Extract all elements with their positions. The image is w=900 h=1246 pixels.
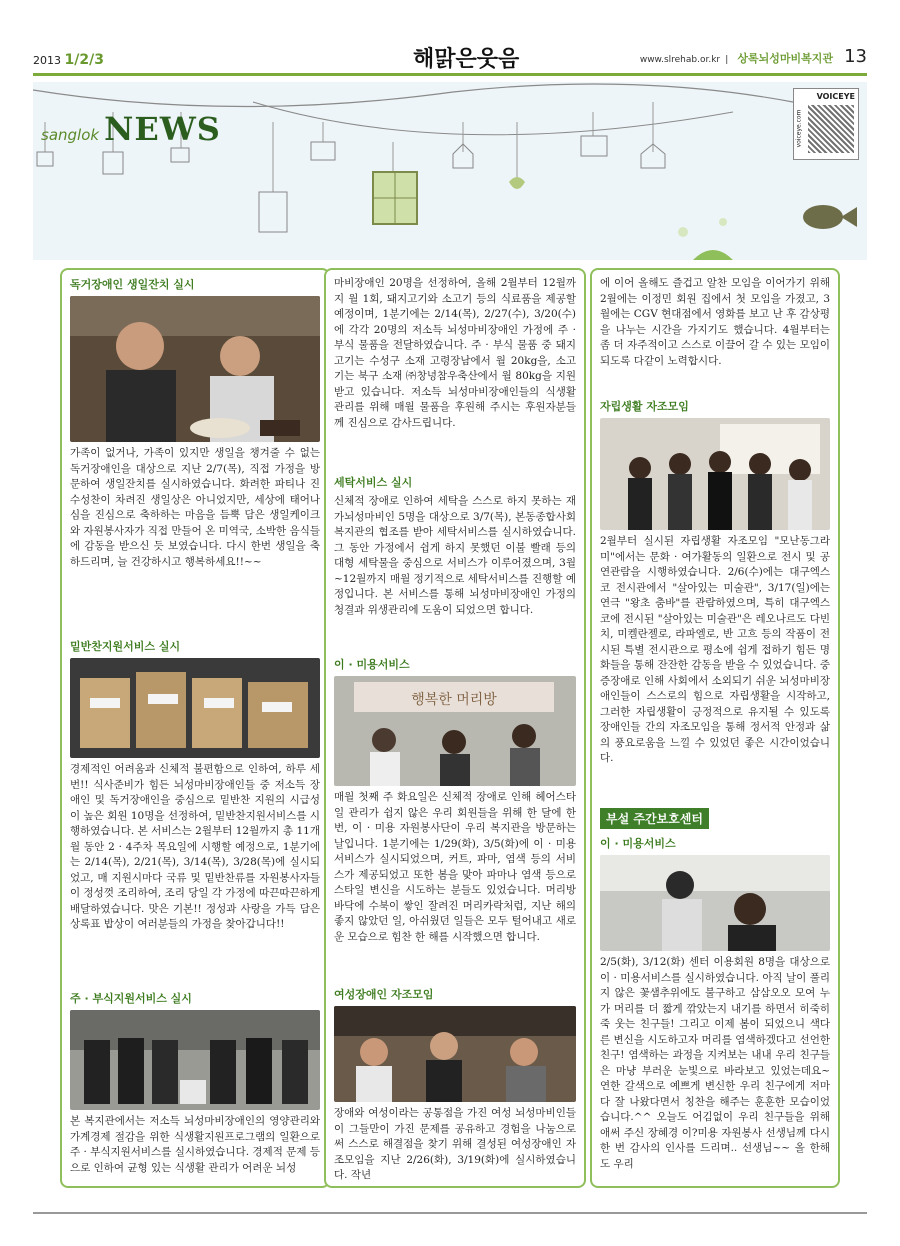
page-header bbox=[33, 40, 867, 72]
website-link[interactable]: www.slrehab.or.kr bbox=[639, 55, 721, 65]
photo-image-icon bbox=[600, 418, 830, 530]
article-independent bbox=[600, 398, 830, 767]
beauty-photo bbox=[334, 676, 576, 786]
article-body: 경제적인 어려움과 신체적 불편함으로 인하여, 하루 세 번!! 식사준비가 힘든 뇌성마비장애인들 중 저소득 장애인 및 독거장애인을 중심으로 밑반찬 지원의 시급성이 높은 회원 10명을 선정하여, 밑반찬지원서비스를 시행하였습니다. 본 서비스는 2월부터 12월까지 총 11개월 동안 2 · 4주차 목요일에 시행할 예정으로, 1분기에는 2/14(목), 2/21(목), 3/14(목), 3/28(목)에 실시되었고, 매 지원시마다 국류 및 밑반찬류를 자원봉사자들이 정성껏 조리하여, 조리 당일 각 가정에 따끈따끈하게 배달하였습니다. 맛은 기본!! 정성과 사랑을 가득 담은 상록표 밥상이 여러분들의 가정을 찾아갑니다!! bbox=[70, 763, 320, 930]
article-daycare bbox=[600, 808, 830, 1172]
page-number: 13 bbox=[844, 46, 867, 67]
column-right bbox=[590, 268, 840, 1188]
birthday-photo bbox=[70, 296, 320, 442]
issue-year: 2013 bbox=[33, 54, 61, 67]
article-body: 2월부터 실시된 자립생활 자조모임 "모난동그라미"에서는 문화 · 여가활동의 일환으로 전시 및 공연관람을 시행하였습니다. 2/6(수)에는 대구엑스코 전시관에서 "살아있는 미술관", 3/17(일)에는 연극 "왕초 춤바"를 관람하였으며, 특히 대구엑스코에 전시된 "살아있는 미술관"은 레오나르도 다빈치, 미켈란젤로, 라파엘로, 반 고흐 등의 작품이 전시된 특별 전시관으로 평소에 쉽게 접하기 힘든 명화들을 통해 잔잔한 감동을 받을 수 있었습니다. 중증장애로 인해 사회에서 소외되기 쉬운 뇌성마비장애인들이 스스로의 힘으로 자립생활을 시작하고, 그러한 자립생활이 긍정적으로 유지될 수 있도록 장애인들 간의 자조모임을 통해 정서적 안정과 삶의 풍요로움을 느낄 수 있었던 좋은 시간이었습니다. bbox=[600, 535, 830, 764]
photo-image-icon bbox=[70, 1010, 320, 1110]
barcode-icon bbox=[808, 105, 854, 153]
article-title: 여성장애인 자조모임 bbox=[334, 988, 434, 1001]
article-title: 밑반찬지원서비스 실시 bbox=[70, 640, 181, 653]
article-food-support-cont bbox=[334, 276, 576, 431]
issue-date bbox=[33, 52, 104, 68]
section-box-title: 부설 주간보호센터 bbox=[600, 808, 709, 829]
news-banner bbox=[33, 82, 867, 260]
article-body-continued: 에 이어 올해도 즐겁고 알찬 모임을 이어가기 위해 2월에는 이정민 회원 집에서 첫 모임을 가졌고, 3월에는 CGV 현대점에서 영화를 보고 난 후 감상평을 나누는 시간을 가지기도 했습니다. 4월부터는 좀 더 자주적이고 스스로 이끌어 갈 수 있는 모임이 되도록 다같이 노력합시다. bbox=[600, 277, 830, 367]
header-rule bbox=[33, 73, 867, 76]
article-birthday bbox=[70, 276, 320, 570]
photo-image-icon bbox=[334, 676, 576, 786]
photo-image-icon bbox=[600, 855, 830, 951]
banner-subtitle: sanglok bbox=[41, 126, 100, 144]
magazine-logo: 해맑은웃음 bbox=[413, 47, 520, 72]
article-body: 본 복지관에서는 저소득 뇌성마비장애인의 영양관리와 가계경제 절감을 위한 식생활지원프로그램의 일환으로 주 · 부식지원서비스를 실시하였습니다. 경제적 문제 등으로 인하여 균형 있는 식생활 관리가 어려운 뇌성 bbox=[70, 1115, 320, 1174]
article-body: 신체적 장애로 인하여 세탁을 스스로 하지 못하는 재가뇌성마비인 5명을 대상으로 3/7(목), 본동종합사회복지관의 협조를 받아 세탁서비스를 실시하였습니다. 그 동안 가정에서 쉽게 하지 못했던 이불 빨래 등의 대형 세탁물을 중심으로 서비스가 이루어졌으며, 3월~12월까지 매월 정기적으로 세탁서비스를 진행할 예정입니다. 본 서비스를 통해 뇌성마비장애인 가정의 청결과 위생관리에 도움이 되었으면 합니다. bbox=[334, 495, 576, 616]
daycare-photo bbox=[600, 855, 830, 951]
article-title: 이 · 미용서비스 bbox=[334, 658, 410, 671]
food-support-photo bbox=[70, 1010, 320, 1110]
article-body: 2/5(화), 3/12(화) 센터 이용회원 8명을 대상으로 이 · 미용서비스를 실시하였습니다. 아직 날이 풀리지 않은 꽃샘추위에도 불구하고 삼삼오오 모여 누가 머리를 더 짧게 깎았는지 내기를 하면서 히죽히죽 웃는 친구들! 그리고 이제 봄이 되었으니 색다른 변신을 시도하고자 머리를 염색하겠다고 선언한 친구! 염색하는 과정을 지켜보는 내내 우리 친구들은 마냥 부러운 눈빛으로 바라보고 있었는데요~ 연한 갈색으로 예쁘게 변신한 우리 친구에게 저마다 잘 나왔다면서 칭찬을 해주는 훈훈한 모습이었습니다.^^ 오늘도 어김없이 우리 친구들을 위해 애써 주신 장혜경 이?미용 자원봉사 선생님께 다시 한 번 감사의 인사를 드리며.. 선생님~~ 올 한해도 우리 bbox=[600, 956, 830, 1170]
photo-image-icon bbox=[70, 658, 320, 758]
organization-name: 상록뇌성마비복지관 bbox=[737, 52, 833, 65]
photo-image-icon bbox=[70, 296, 320, 442]
article-women-cont bbox=[600, 276, 830, 369]
footer-rule bbox=[33, 1212, 867, 1214]
column-left bbox=[60, 268, 330, 1188]
women-group-photo bbox=[334, 1006, 576, 1102]
banner-illustration bbox=[33, 82, 867, 260]
article-title: 세탁서비스 실시 bbox=[334, 476, 413, 489]
independent-group-photo bbox=[600, 418, 830, 530]
issue-months: 1/2/3 bbox=[64, 52, 104, 68]
article-side-dish bbox=[70, 638, 320, 933]
header-separator: | bbox=[725, 55, 729, 65]
article-beauty bbox=[334, 656, 576, 945]
article-title: 주 · 부식지원서비스 실시 bbox=[70, 992, 192, 1005]
article-title: 이 · 미용서비스 bbox=[600, 837, 676, 850]
article-body: 매월 첫째 주 화요일은 신체적 장애로 인해 헤어스타일 관리가 쉽지 않은 우리 회원들을 위해 한 달에 한 번, 이 · 미용 자원봉사단이 우리 복지관을 방문하는 날입니다. 1분기에는 1/29(화), 3/5(화)에 이 · 미용서비스가 실시되었으며, 커트, 파마, 염색 등의 서비스가 제공되었고 또한 봄을 맞아 파마나 염색 등으로 스타일 변신을 시도하는 분들도 있었습니다. 머리방 바닥에 수북이 쌓인 잘려진 머리카락처럼, 지난 해의 좋지 않았던 일, 아쉬웠던 일들은 모두 털어내고 새로운 모습으로 힘찬 한 해를 시작했으면 합니다. bbox=[334, 791, 576, 943]
article-title: 독거장애인 생일잔치 실시 bbox=[70, 278, 195, 291]
voiceye-label: VOICEYE bbox=[816, 92, 855, 101]
column-middle bbox=[324, 268, 586, 1188]
voiceye-code[interactable] bbox=[793, 88, 859, 160]
article-title: 자립생활 자조모임 bbox=[600, 400, 689, 413]
voiceye-url: voiceye.com bbox=[795, 109, 803, 148]
article-food-support bbox=[70, 990, 320, 1176]
banner-title bbox=[41, 110, 221, 148]
side-dish-photo bbox=[70, 658, 320, 758]
photo-sign-text: 행복한 머리방 bbox=[411, 692, 497, 708]
article-laundry bbox=[334, 474, 576, 618]
header-right bbox=[640, 46, 867, 67]
photo-image-icon bbox=[334, 1006, 576, 1102]
article-women bbox=[334, 986, 576, 1184]
article-body: 장애와 여성이라는 공통점을 가진 여성 뇌성마비인들이 그들만이 가진 문제를 공유하고 경험을 나눔으로써 스스로 해결점을 찾기 위해 결성된 여성장애인 자조모임을 지난 2/26(화), 3/19(화)에 실시하였습니다. 작년 bbox=[334, 1107, 576, 1181]
article-body: 가족이 없거나, 가족이 있지만 생일을 챙겨줄 수 없는 독거장애인을 대상으로 지난 2/7(목), 직접 가정을 방문하여 생일잔치를 실시하였습니다. 화려한 파티나 진수성찬이 차려진 생일상은 아니었지만, 세상에 태어나심을 진심으로 축하하는 마음을 듬뿍 담은 생일케이크와 자원봉사자가 직접 만들어 온 미역국, 소박한 음식들에 감동을 받으신 듯 보였습니다. 다시 한번 생일을 축하드리며, 늘 건강하시고 행복하세요!!~~ bbox=[70, 447, 320, 568]
banner-heading: NEWS bbox=[104, 110, 221, 148]
article-body-continued: 마비장애인 20명을 선정하여, 올해 2월부터 12월까지 월 1회, 돼지고기와 소고기 등의 식료품을 제공할 예정이며, 1분기에는 2/14(목), 2/27(수), 3/20(수)에 각각 20명의 저소득 뇌성마비장애인 가정에 주 · 부식 물품을 전달하였습니다. 주 · 부식 물품 중 돼지고기는 수성구 소재 고령장남에서 월 20kg을, 소고기는 북구 소재 ㈜창녕참우축산에서 월 80kg을 지원받고 있습니다. 저소득 뇌성마비장애인들의 식생활 관리를 위해 매월 물품을 후원해 주시는 후원자분들께 진심으로 감사드립니다. bbox=[334, 277, 576, 429]
